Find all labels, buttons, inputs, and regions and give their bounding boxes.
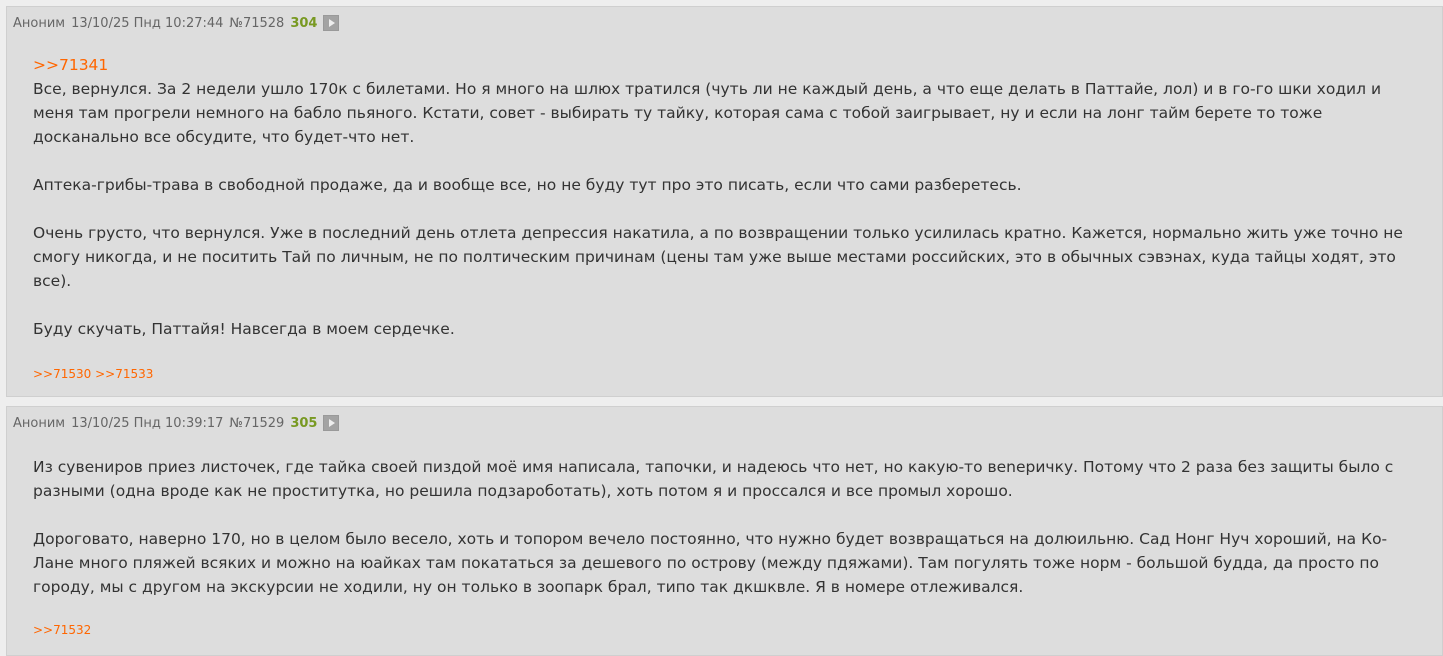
post-paragraph: Очень грусто, что вернулся. Уже в последний день отлета депрессия накатила, а по возвращении только усилилась кратно. Кажется, нормально жить уже точно не смогу никогда, и не поситить Тай по личным, не по полтическим причинам (цены там уже выше местами российских, это в обычных сэвэнах, куда тайцы ходят, это все). — [33, 224, 1403, 290]
post-ordinal: 305 — [290, 415, 318, 431]
post-number-link[interactable]: №71529 — [229, 415, 285, 431]
post-ordinal: 304 — [290, 15, 318, 31]
post-message — [33, 455, 1424, 623]
post-message — [33, 53, 1424, 365]
post-replies — [33, 367, 153, 381]
post-paragraph: Буду скучать, Паттайя! Навсегда в моем сердечке. — [33, 320, 455, 338]
post-author: Аноним — [13, 415, 66, 431]
post — [6, 406, 1443, 656]
post-number-link[interactable]: №71528 — [229, 15, 285, 31]
quote-link[interactable]: >>71341 — [33, 56, 109, 74]
post-replies — [33, 623, 91, 637]
post-details — [13, 15, 339, 31]
post-paragraph: Дороговато, наверно 170, но в целом было весело, хоть и топором вечело постоянно, что нужно будет возвращаться на долюильню. Сад Нонг Нуч хороший, на Ко-Лане много пляжей всяких и можно на юайках там покататься за дешевого по острову (между пдяжами). Там погулять тоже норм - большой будда, да просто по городу, мы с другом на экскурсии не ходили, ну он только в зоопарк брал, типо так дкшквле. Я в номере отлеживался. — [33, 530, 1388, 596]
post-details — [13, 415, 339, 431]
post — [6, 6, 1443, 397]
post-paragraph: Все, вернулся. За 2 недели ушло 170к с билетами. Но я много на шлюх тратился (чуть ли не каждый день, а что еще делать в Паттайе, лол) и в го-го шки ходил и меня там прогрели немного на бабло пьяного. Кстати, совет - выбирать ту тайку, которая сама с тобой заигрывает, ну и если на лонг тайм берете то тоже досканально все обсудите, что будет-что нет. — [33, 80, 1382, 146]
reply-link[interactable]: >>71533 — [95, 367, 154, 381]
reply-link[interactable]: >>71532 — [33, 623, 92, 637]
play-icon[interactable] — [323, 15, 339, 31]
post-author: Аноним — [13, 15, 66, 31]
play-icon[interactable] — [323, 415, 339, 431]
reply-link[interactable]: >>71530 — [33, 367, 92, 381]
post-date: 13/10/25 Пнд 10:27:44 — [71, 15, 224, 31]
post-paragraph: Аптека-грибы-трава в свободной продаже, да и вообще все, но не буду тут про это писать, если что сами разберетесь. — [33, 176, 1022, 194]
post-paragraph: Из сувениров приез листочек, где тайка своей пиздой моё имя написала, тапочки, и надеюсь что нет, но какую-то веneричку. Потому что 2 раза без защиты было с разными (одна вроде как не проститутка, но решила подзароботать), хоть потом я и проссался и все промыл хорошо. — [33, 458, 1394, 500]
post-date: 13/10/25 Пнд 10:39:17 — [71, 415, 224, 431]
